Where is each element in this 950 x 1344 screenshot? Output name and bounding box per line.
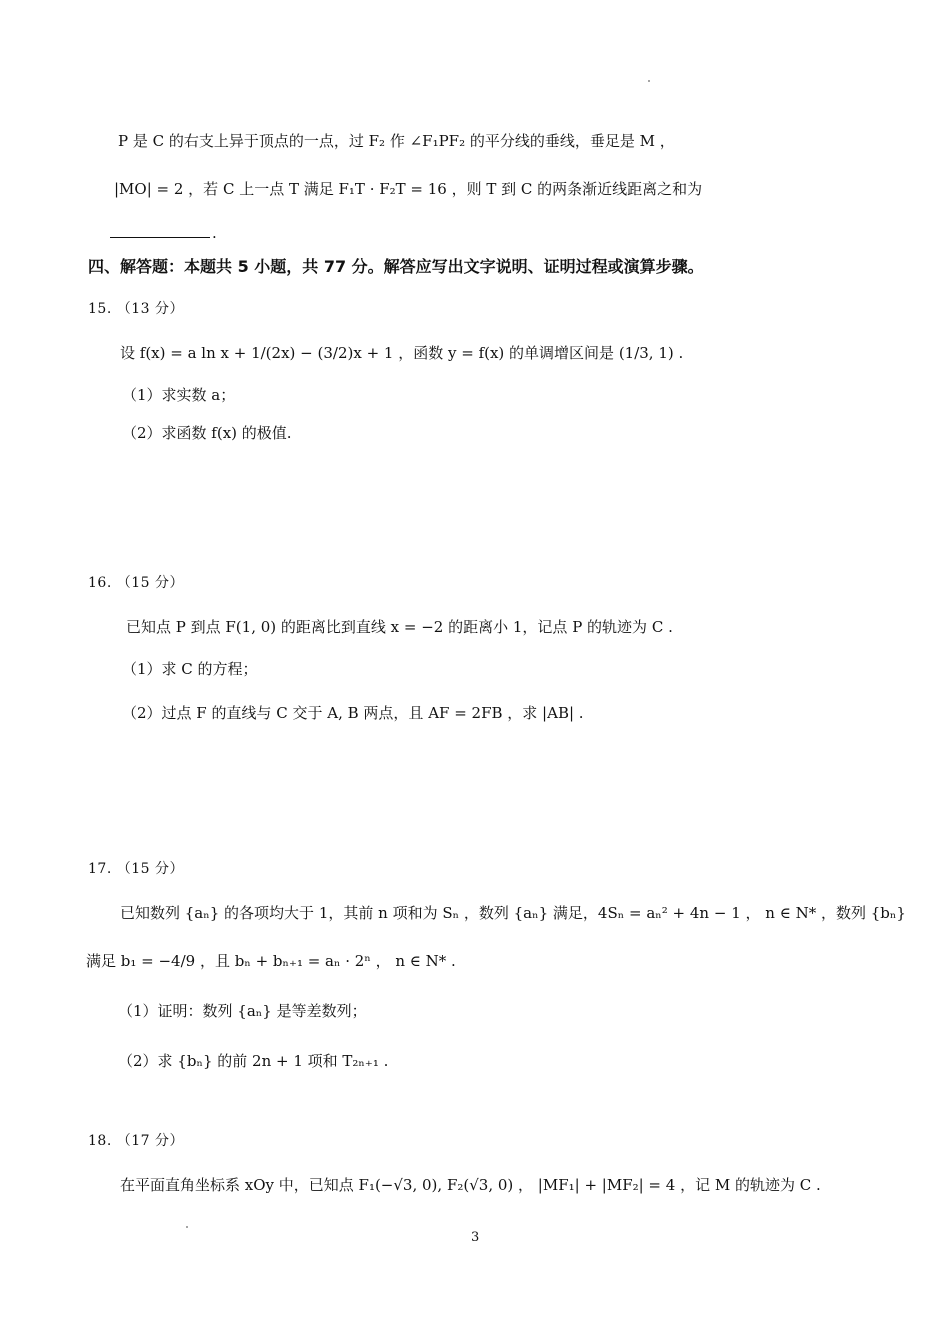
problem-17-part-2: （2）求 {bₙ} 的前 2n + 1 项和 T₂ₙ₊₁ . [118, 1052, 389, 1070]
problem-15-part-2: （2）求函数 f(x) 的极值. [122, 424, 292, 442]
problem-16-stem: 已知点 P 到点 F(1, 0) 的距离比到直线 x = −2 的距离小 1，记点 P 的轨迹为 C . [126, 618, 673, 636]
problem-16-part-2: （2）过点 F 的直线与 C 交于 A, B 两点，且 AF = 2FB ，求 |AB| . [122, 704, 584, 722]
problem-17-stem: 已知数列 {aₙ} 的各项均大于 1，其前 n 项和为 Sₙ ，数列 {aₙ} 满足，4Sₙ = aₙ² + 4n − 1 ， n ∈ N* ，数列 {bₙ} [120, 904, 906, 922]
continued-line-1: P 是 C 的右支上异于顶点的一点，过 F₂ 作 ∠F₁PF₂ 的平分线的垂线，垂足是 M ， [118, 132, 675, 150]
answer-blank-end: . [212, 224, 217, 242]
page-number: 3 [471, 1230, 480, 1245]
scan-speck [186, 1226, 188, 1228]
problem-16-header: 16. （15 分） [88, 575, 184, 591]
problem-18-header: 18. （17 分） [88, 1133, 184, 1149]
problem-17-part-1: （1）证明：数列 {aₙ} 是等差数列； [118, 1002, 367, 1020]
problem-15-header: 15. （13 分） [88, 301, 184, 317]
problem-15-part-1: （1）求实数 a； [122, 386, 236, 404]
problem-18-stem: 在平面直角坐标系 xOy 中，已知点 F₁(−√3, 0), F₂(√3, 0) ， |MF₁| + |MF₂| = 4 ，记 M 的轨迹为 C . [120, 1176, 821, 1194]
scan-speck [648, 80, 650, 82]
answer-blank [110, 236, 210, 238]
section-heading: 四、解答题：本题共 5 小题，共 77 分。解答应写出文字说明、证明过程或演算步骤。 [88, 257, 704, 276]
problem-17-header: 17. （15 分） [88, 861, 184, 877]
problem-16-part-1: （1）求 C 的方程； [122, 660, 258, 678]
problem-17-stem-2: 满足 b₁ = −4/9 ，且 bₙ + bₙ₊₁ = aₙ · 2ⁿ ， n ∈ N* . [86, 952, 456, 970]
continued-line-2: |MO| = 2 ，若 C 上一点 T 满足 F₁T · F₂T = 16 ，则 T 到 C 的两条渐近线距离之和为 [114, 180, 703, 198]
problem-15-stem: 设 f(x) = a ln x + 1/(2x) − (3/2)x + 1 ，函数 y = f(x) 的单调增区间是 (1/3, 1) . [120, 344, 684, 362]
